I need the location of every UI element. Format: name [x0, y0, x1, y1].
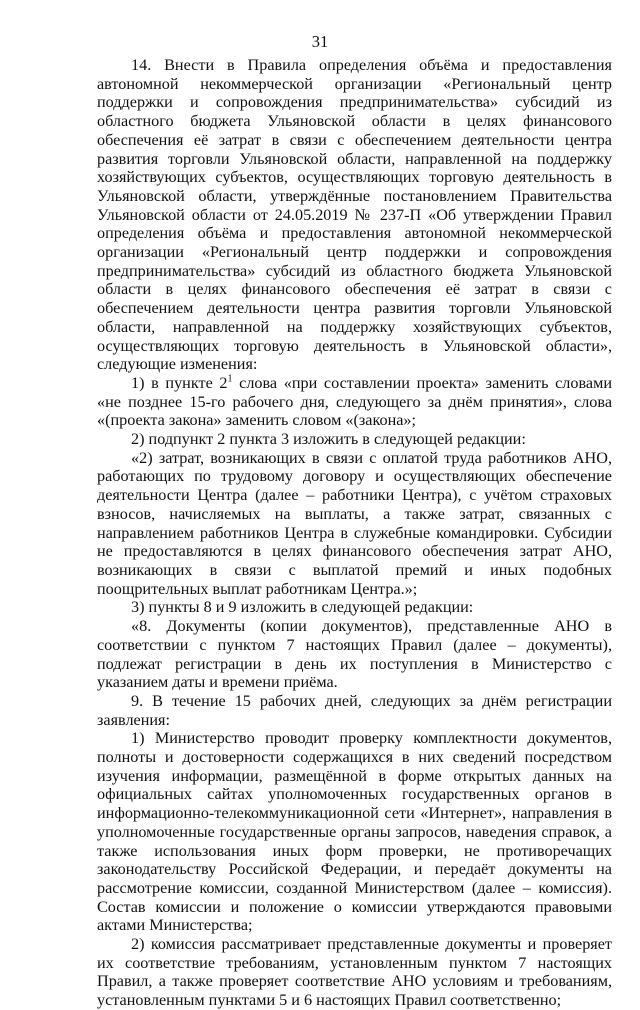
paragraph-subitem-1 [97, 374, 612, 430]
subitem-1-rest: слова «при составлении проекта» заменить словами «не позднее 15-го рабочего дня, следующего за днём принятия», слова «(проекта закона» заменить словом «(закона»; [97, 373, 612, 430]
superscript-1: 1 [227, 373, 233, 385]
page-number: 31 [311, 32, 329, 51]
paragraph-quoted-subitem-2: «2) затрат, возникающих в связи с оплатой труда работников АНО, работающих по трудовому договору и осуществляющих обеспечение деятельности Центра (далее – работники Центра), с учётом страховых взносов, начисляемых на выплаты, а также затрат, связанных с направлением работников Центра в служебные командировки. Субсидии не предоставляются в целях финансового обеспечения затрат АНО, возникающих в связи с выплатой премий и иных подобных поощрительных выплат работникам Центра.»; [97, 448, 612, 598]
paragraph-item-9: 9. В течение 15 рабочих дней, следующих за днём регистрации заявления: [97, 691, 612, 729]
paragraph-subitem-2: 2) подпункт 2 пункта 3 изложить в следующей редакции: [131, 430, 526, 449]
document-body [97, 56, 612, 1010]
paragraph-subitem-3: 3) пункты 8 и 9 изложить в следующей редакции: [131, 598, 474, 617]
paragraph-item-14: 14. Внести в Правила определения объёма и предоставления автономной некоммерческой организации «Региональный центр поддержки и сопровождения предпринимательства» субсидий из областного бюджета Ульяновской области в целях финансового обеспечения её затрат в связи с обеспечением деятельности центра развития торговли Ульяновской области, направленной на поддержку хозяйствующих субъектов, осуществляющих торговую деятельность в Ульяновской области, утверждённые постановлением Правительства Ульяновской области от 24.05.2019 № 237-П «Об утверждении Правил определения объёма и предоставления автономной некоммерческой организации «Региональный центр поддержки и сопровождения предпринимательства» субсидий из областного бюджета Ульяновской области в целях финансового обеспечения её затрат в связи с обеспечением деятельности центра развития торговли Ульяновской области, направленной на поддержку хозяйствующих субъектов, осуществляющих торговую деятельность в Ульяновской области», следующие изменения: [97, 56, 612, 374]
paragraph-quoted-item-8: «8. Документы (копии документов), представленные АНО в соответствии с пунктом 7 настоящих Правил (далее – документы), подлежат регистрации в день их поступления в Министерство с указанием даты и времени приёма. [97, 617, 612, 692]
paragraph-item-9-sub-2: 2) комиссия рассматривает представленные документы и проверяет их соответствие требованиям, установленным пунктом 7 настоящих Правил, а также проверяет соответствие АНО условиям и требованиям, установленным пунктами 5 и 6 настоящих Правил соответственно; [97, 935, 612, 1010]
paragraph-item-9-sub-1: 1) Министерство проводит проверку комплектности документов, полноты и достоверности содержащихся в них сведений посредством изучения информации, размещённой в форме открытых данных на официальных сайтах уполномоченных государственных органов в информационно-телекоммуникационной сети «Интернет», направления в уполномоченные государственные органы запросов, наведения справок, а также использования иных форм проверки, не противоречащих законодательству Российской Федерации, и передаёт документы на рассмотрение комиссии, созданной Министерством (далее – комиссия). Состав комиссии и положение о комиссии утверждаются правовыми актами Министерства; [97, 729, 612, 935]
subitem-1-start: 1) в пункте 2 [131, 373, 228, 392]
